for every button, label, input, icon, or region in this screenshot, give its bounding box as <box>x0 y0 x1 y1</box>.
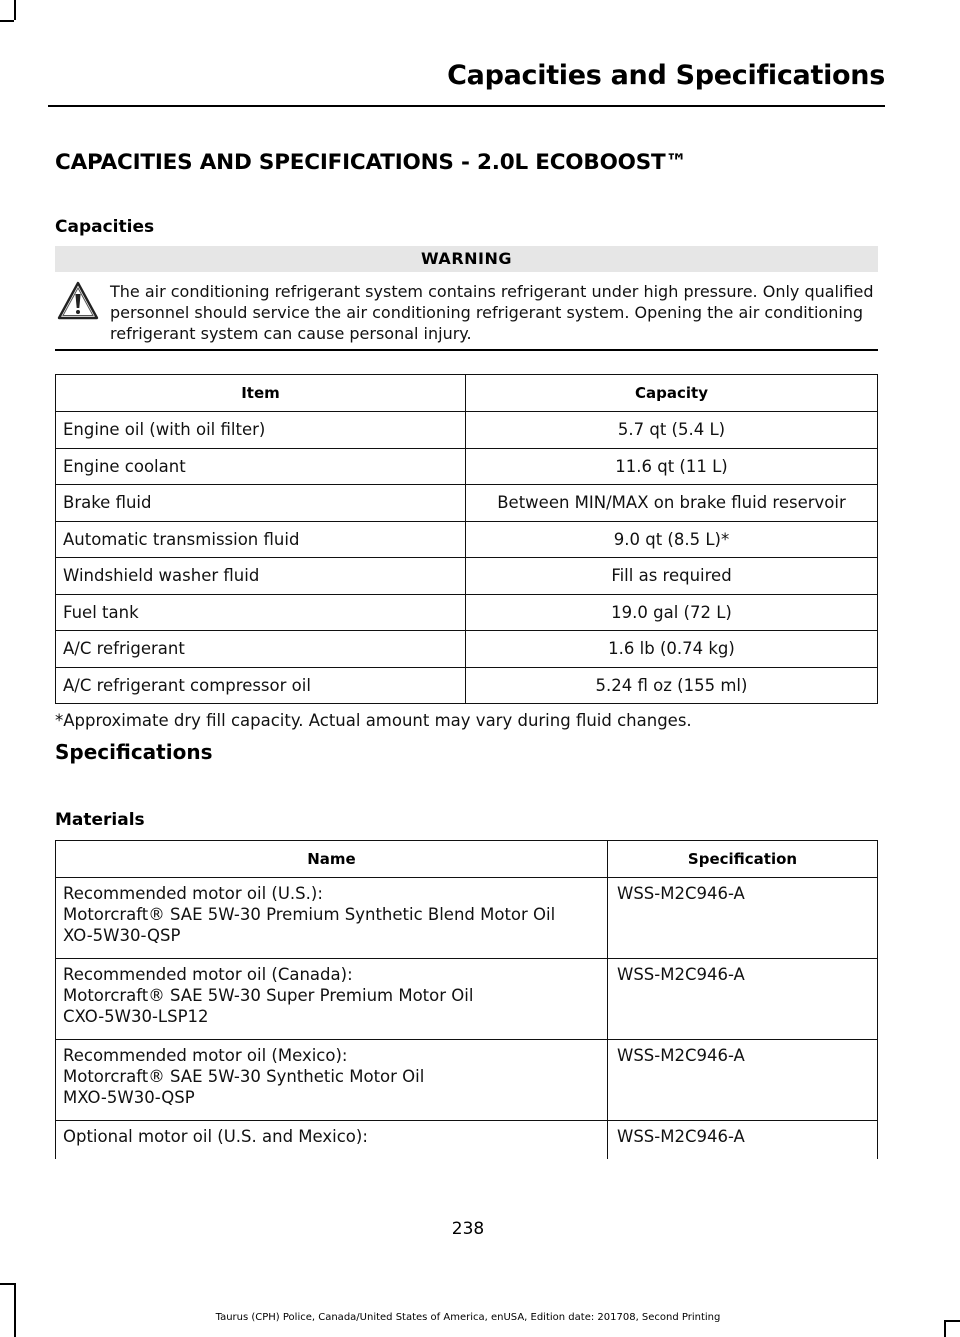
warning-text: The air conditioning refrigerant system contains refrigerant under high pressure. Only qualified personnel should service the air conditioning refrigerant system. Opening the air conditioning refrigerant system can cause personal injury. <box>110 282 874 343</box>
name-line: Recommended motor oil (Mexico): <box>63 1046 348 1065</box>
capacities-heading: Capacities <box>55 217 155 237</box>
materials-heading: Materials <box>55 810 145 830</box>
capacity-cell: 5.24 fl oz (155 ml) <box>466 667 878 704</box>
specification-cell: WSS-M2C946-A <box>608 1121 878 1160</box>
table-row <box>56 959 878 1040</box>
column-header-capacity: Capacity <box>466 375 878 412</box>
crop-mark <box>0 1283 14 1285</box>
name-line: Recommended motor oil (Canada): <box>63 965 353 984</box>
section-title: CAPACITIES AND SPECIFICATIONS - 2.0L ECOBOOST™ <box>55 150 687 175</box>
name-line: Motorcraft® SAE 5W-30 Premium Synthetic Blend Motor Oil <box>63 905 556 924</box>
page-number: 238 <box>451 1219 485 1239</box>
name-line: Optional motor oil (U.S. and Mexico): <box>63 1127 368 1146</box>
table-row <box>56 594 878 631</box>
capacity-cell: 19.0 gal (72 L) <box>466 594 878 631</box>
footnote: *Approximate dry fill capacity. Actual amount may vary during fluid changes. <box>55 711 692 730</box>
crop-mark <box>944 1320 946 1337</box>
column-header-item: Item <box>56 375 466 412</box>
item-cell: Fuel tank <box>56 594 466 631</box>
item-cell: Windshield washer fluid <box>56 558 466 595</box>
capacity-cell: Between MIN/MAX on brake fluid reservoir <box>466 485 878 522</box>
name-cell <box>56 1121 608 1160</box>
header-divider <box>48 105 885 107</box>
name-line: MXO-5W30-QSP <box>63 1088 195 1107</box>
table-row <box>56 485 878 522</box>
table-row <box>56 1121 878 1160</box>
warning-triangle-icon <box>56 280 100 326</box>
capacity-cell: 5.7 qt (5.4 L) <box>466 412 878 449</box>
materials-table <box>55 840 878 1159</box>
name-line: Motorcraft® SAE 5W-30 Synthetic Motor Oil <box>63 1067 425 1086</box>
specification-cell: WSS-M2C946-A <box>608 878 878 959</box>
warning-divider <box>55 349 878 351</box>
table-row <box>56 448 878 485</box>
table-header-row <box>56 841 878 878</box>
capacities-table <box>55 374 878 704</box>
table-row <box>56 521 878 558</box>
item-cell: A/C refrigerant <box>56 631 466 668</box>
item-cell: Engine coolant <box>56 448 466 485</box>
specification-cell: WSS-M2C946-A <box>608 959 878 1040</box>
table-row <box>56 412 878 449</box>
table-header-row <box>56 375 878 412</box>
crop-mark <box>944 1320 960 1322</box>
warning-label: WARNING <box>55 246 878 272</box>
capacity-cell: 11.6 qt (11 L) <box>466 448 878 485</box>
item-cell: Engine oil (with oil filter) <box>56 412 466 449</box>
table-row <box>56 1040 878 1121</box>
name-line: Recommended motor oil (U.S.): <box>63 884 323 903</box>
capacity-cell: 9.0 qt (8.5 L)* <box>466 521 878 558</box>
table-row <box>56 667 878 704</box>
name-cell <box>56 959 608 1040</box>
crop-mark <box>14 1283 16 1337</box>
crop-mark <box>0 20 14 22</box>
table-row <box>56 878 878 959</box>
capacity-cell: 1.6 lb (0.74 kg) <box>466 631 878 668</box>
item-cell: A/C refrigerant compressor oil <box>56 667 466 704</box>
table-row <box>56 631 878 668</box>
capacity-cell: Fill as required <box>466 558 878 595</box>
running-header: Capacities and Specifications <box>447 60 885 91</box>
column-header-name: Name <box>56 841 608 878</box>
crop-mark <box>14 0 16 20</box>
name-line: XO-5W30-QSP <box>63 926 181 945</box>
name-line: Motorcraft® SAE 5W-30 Super Premium Motor Oil <box>63 986 474 1005</box>
column-header-specification: Specification <box>608 841 878 878</box>
table-row <box>56 558 878 595</box>
footer-info: Taurus (CPH) Police, Canada/United States of America, enUSA, Edition date: 201708, Second Printing <box>215 1312 721 1323</box>
specifications-heading: Specifications <box>55 740 213 764</box>
name-cell <box>56 878 608 959</box>
specification-cell: WSS-M2C946-A <box>608 1040 878 1121</box>
item-cell: Automatic transmission fluid <box>56 521 466 558</box>
name-line: CXO-5W30-LSP12 <box>63 1007 209 1026</box>
item-cell: Brake fluid <box>56 485 466 522</box>
name-cell <box>56 1040 608 1121</box>
